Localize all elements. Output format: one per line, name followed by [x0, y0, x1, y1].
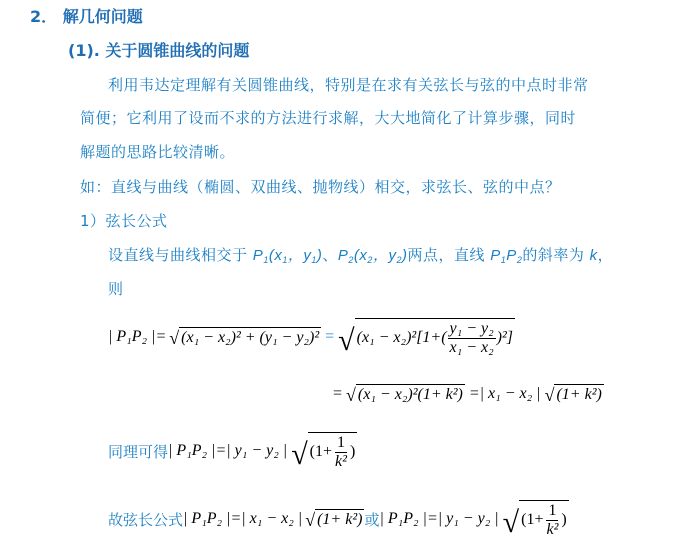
formula-chord-length-summary: 故弦长公式 | P₁P₂ |=| x₁ − x₂ | √ (1+ k²) 或 | P₁P₂ |=| y₁ − y₂ | √ (1+ $\frac{1}{\text{k²}}$ )	[108, 502, 567, 540]
sqrt-icon: √	[338, 324, 355, 358]
heading-number: 2．	[30, 7, 58, 26]
example-text: 如：直线与曲线（椭圆、双曲线、抛物线）相交，求弦长、弦的中点？	[80, 178, 561, 196]
formula-chord-length-1: | P₁P₂ |= √ (x₁ − x₂)² + (y₁ − y₂)² = √ (x₁ − x₂)²[1+( $\frac{\text{y₁ − y₂}}{\text{x₁ − x₂}}$ )²]	[108, 320, 514, 358]
section-heading	[30, 4, 143, 27]
sqrt-icon: √	[169, 328, 180, 349]
then-text: 则	[108, 280, 124, 298]
section-chord-length-label: 1）弦长公式	[80, 212, 168, 230]
setup-sentence: 设直线与曲线相交于 $P_1(x_1$，$y_1$)、$P_2(x_2$，$y_2$)两点，直线 $P_1P_2$的斜率为 k，	[108, 246, 614, 265]
formula-chord-length-2: = √ (x₁ − x₂)²(1+ k²) =| x₁ − x₂ | √ (1+ k²)	[333, 385, 602, 405]
subheading-number: (1).	[68, 41, 100, 60]
sqrt-icon: √	[544, 385, 555, 405]
sqrt-icon: √	[502, 506, 520, 540]
sqrt-icon: √	[305, 510, 316, 531]
paragraph-line-1: 利用韦达定理解有关圆锥曲线，特别是在求有关弦长与弦的中点时非常	[108, 76, 589, 94]
formula-chord-length-y: 同理可得 | P₁P₂ |=| y₁ − y₂ | √ (1+ $\frac{1}{\text{k²}}$ )	[108, 434, 356, 472]
heading-title: 解几何问题	[62, 7, 143, 26]
paragraph-line-3: 解题的思路比较清晰。	[80, 143, 236, 161]
subsection-heading	[68, 38, 249, 61]
sqrt-icon: √	[346, 385, 356, 405]
sqrt-icon: √	[291, 438, 308, 472]
subheading-title: 关于圆锥曲线的问题	[105, 41, 250, 60]
paragraph-line-2: 简便；它利用了设而不求的方法进行求解，大大地简化了计算步骤，同时	[80, 109, 577, 127]
